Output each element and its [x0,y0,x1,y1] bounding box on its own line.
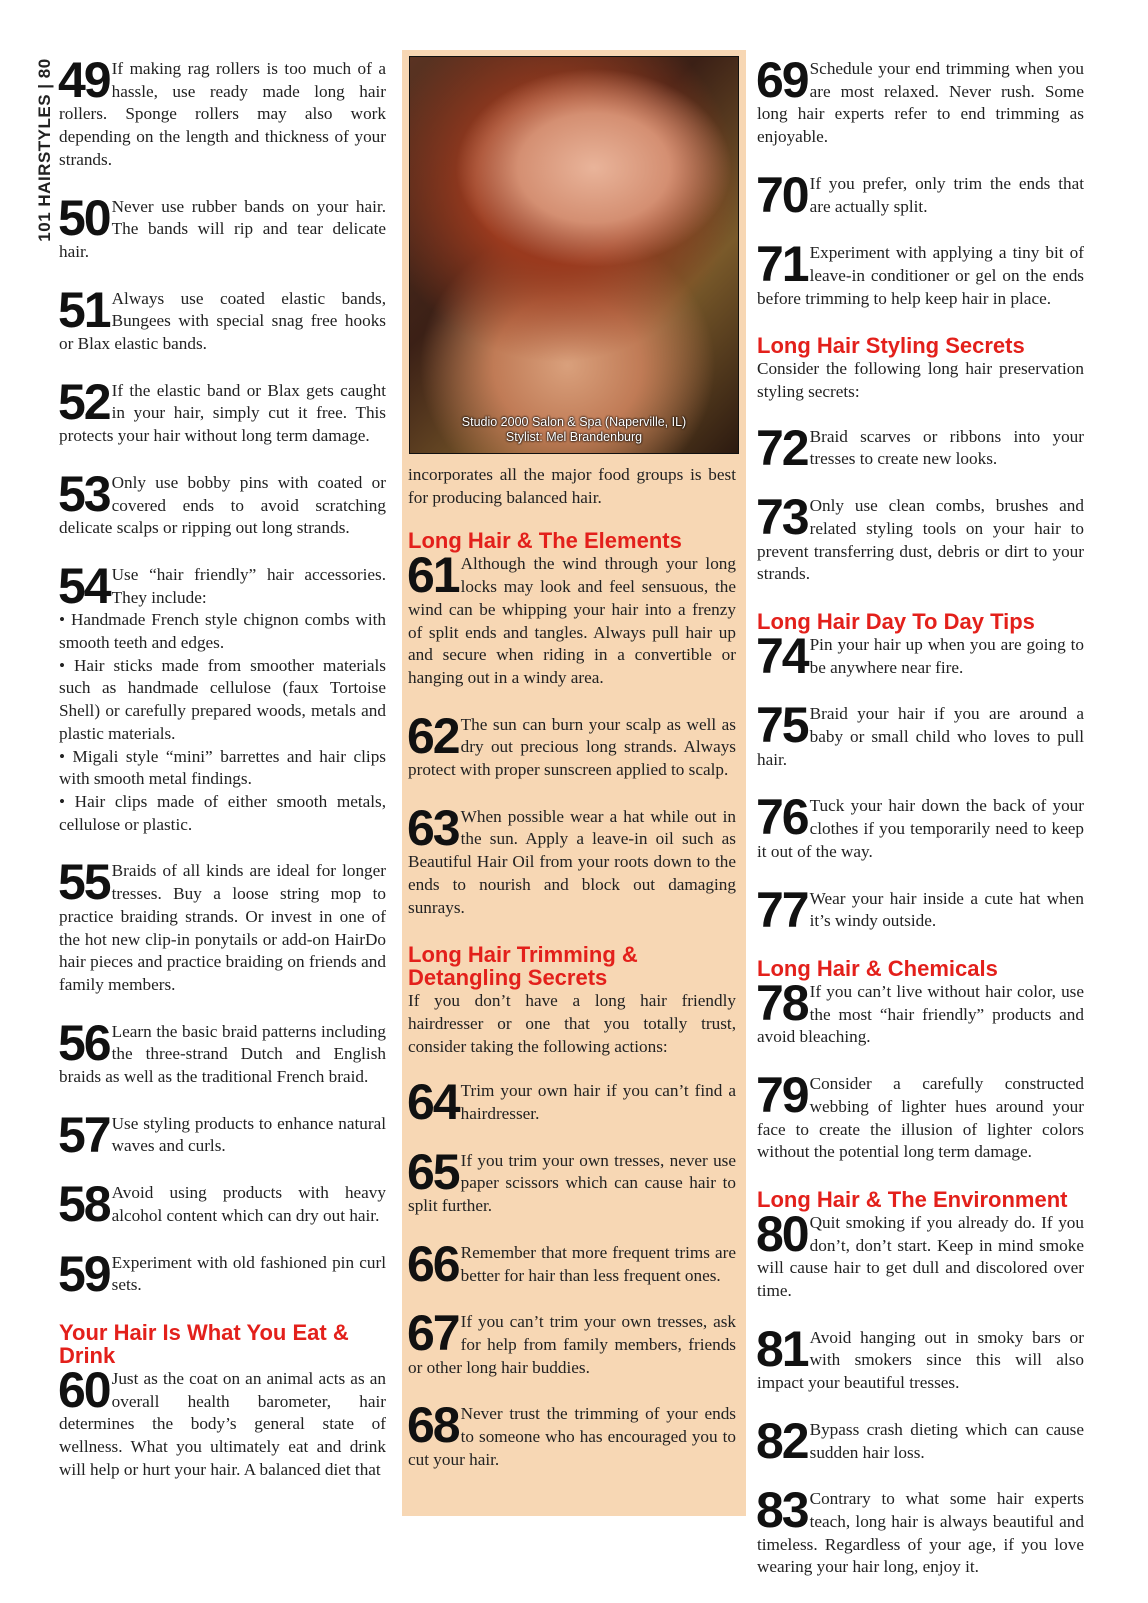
page-spine [30,50,60,250]
tip-74: 74 Pin your hair up when you are going to be anywhere near fire. [756,627,1084,684]
tip-78: 78 If you can’t live without hair color, use the most “hair friendly” products and avoid bleaching. [756,974,1084,1047]
tip-59: 59 Experiment with old fashioned pin curl sets. [58,1245,386,1302]
tip-72: 72 Braid scarves or ribbons into your tresses to create new looks. [756,419,1084,476]
tip-57: 57 Use styling products to enhance natural waves and curls. [58,1106,386,1163]
section-heading-day-to-day: Long Hair Day To Day Tips [757,608,1035,634]
section-heading-trimming: Long Hair Trimming & Detangling Secrets [408,942,638,991]
tip-64: 64 Trim your own hair if you can’t find a hairdresser. [407,1074,736,1131]
bullet-item: • Migali style “mini” barrettes and hair clips with smooth metal findings. [59,746,386,789]
tip-81: 81 Avoid hanging out in smoky bars or with smokers since this will also impact your beautiful tresses. [756,1320,1084,1393]
tip-49: 49 If making rag rollers is too much of a hassle, use ready made long hair rollers. Sponge rollers may also work depending on the length and thickness of your strands. [58,52,386,169]
section-heading-chemicals: Long Hair & Chemicals [757,955,998,981]
section-intro-styling: Consider the following long hair preservation styling secrets: [757,359,1084,402]
column-left [58,52,386,1505]
tip-58: 58 Avoid using products with heavy alcohol content which can dry out hair. [58,1176,386,1233]
tip-62: 62 The sun can burn your scalp as well as dry out precious long strands. Always protect with proper sunscreen applied to scalp. [407,707,736,780]
tip-79: 79 Consider a carefully constructed webbing of lighter hues around your face to create the illusion of lighter colors without the potential long term damage. [756,1067,1084,1162]
tip-68: 68 Never trust the trimming of your ends to someone who has encouraged you to cut your hair. [407,1397,736,1469]
model-photo [409,56,739,454]
section-heading-elements: Long Hair & The Elements [408,528,682,554]
tip-66: 66 Remember that more frequent trims are better for hair than less frequent ones. [407,1235,736,1292]
tip-54: 54 Use “hair friendly” hair accessories. They include: • Handmade French style chignon combs with smooth teeth and edges. • Hair sticks made from smoother materials such as handmade cellulose (faux Tortoise Shell) or carefully prepared woods, metals and plastic materials. • Migali style “mini” barrettes and hair clips with smooth metal findings. • Hair clips made of either smooth metals, cellulose or plastic. [59,564,386,836]
section-heading-environment: Long Hair & The Environment [757,1186,1068,1212]
tip-73: 73 Only use clean combs, brushes and related styling tools on your hair to prevent transferring dust, debris or dirt to your strands. [756,489,1084,584]
column-center [408,464,736,1496]
section-intro-trimming: If you don’t have a long hair friendly hairdresser or one that you totally trust, consider taking the following actions: [408,991,736,1056]
tip-50: 50 Never use rubber bands on your hair. The bands will rip and tear delicate hair. [58,189,386,261]
tips-list [58,52,386,540]
tip-75: 75 Braid your hair if you are around a baby or small child who loves to pull hair. [756,697,1084,769]
tip-61: 61 Although the wind through your long locks may look and feel sensuous, the wind can be whipping your hair into a frenzy of split ends and tangles. Always pull hair up and secure when riding in a convertible or hanging out in a windy area. [407,547,736,687]
tip-71: 71 Experiment with applying a tiny bit of leave-in conditioner or gel on the ends before trimming to help keep hair in place. [756,236,1084,308]
tip-56: 56 Learn the basic braid patterns including the three-strand Dutch and English braids as well as the traditional French braid. [58,1014,386,1087]
tip-83: 83 Contrary to what some hair experts teach, long hair is always beautiful and timeless. Regardless of your age, if you love wearing your hair long, enjoy it. [756,1482,1084,1577]
bullet-item: • Hair clips made of either smooth metals, cellulose or plastic. [59,791,386,834]
bullet-item: • Handmade French style chignon combs with smooth teeth and edges. [59,610,386,653]
tip-51: 51 Always use coated elastic bands, Bungees with special snag free hooks or Blax elastic bands. [58,281,386,354]
tip-80: 80 Quit smoking if you already do. If you don’t, don’t start. Keep in mind smoke will cause hair to get dull and discolored over time. [756,1205,1084,1301]
section-heading-styling: Long Hair Styling Secrets [757,333,1025,359]
tip-70: 70 If you prefer, only trim the ends that are actually split. [756,166,1084,223]
bullet-item: • Hair sticks made from smoother materials such as handmade cellulose (faux Tortoise Shell) or carefully prepared woods, metals and plastic materials. [59,655,386,743]
tip-60: 60 Just as the coat on an animal acts as an overall health barometer, hair determines the body’s general state of wellness. What you ultimately eat and drink will help or hurt your hair. A balanced diet that [58,1361,386,1479]
tip-53: 53 Only use bobby pins with coated or covered ends to avoid scratching delicate scalps or ripping out long strands. [58,465,386,538]
spine-title: 101 HAIRSTYLES | 80 [35,58,54,242]
column-right [756,52,1084,1603]
tip-55: 55 Braids of all kinds are ideal for longer tresses. Buy a loose string mop to practice braiding strands. Or invest in one of the hot new clip-in ponytails or add-on HairDo hair pieces and practice braiding on friends and family members. [58,854,386,994]
photo-caption: Studio 2000 Salon & Spa (Naperville, IL) Stylist: Mel Brandenburg [461,415,687,444]
tip-82: 82 Bypass crash dieting which can cause sudden hair loss. [756,1412,1084,1469]
tip-77: 77 Wear your hair inside a cute hat when it’s windy outside. [756,881,1084,938]
tip-69: 69 Schedule your end trimming when you are most relaxed. Never rush. Some long hair experts refer to end trimming as enjoyable. [756,52,1084,147]
section-heading-eat-drink: Your Hair Is What You Eat & Drink [59,1319,349,1368]
tip-76: 76 Tuck your hair down the back of your clothes if you temporarily need to keep it out of the way. [756,789,1084,861]
tip-65: 65 If you trim your own tresses, never use paper scissors which can cause hair to split further. [407,1143,736,1216]
tip-63: 63 When possible wear a hat while out in the sun. Apply a leave-in oil such as Beautiful Hair Oil from your roots down to the ends to nourish and block out damaging sunrays. [407,799,736,917]
tip-67: 67 If you can’t trim your own tresses, ask for help from family members, friends or other long hair buddies. [407,1305,736,1377]
tip-52: 52 If the elastic band or Blax gets caught in your hair, simply cut it free. This protects your hair without long term damage. [58,373,386,446]
tip-60-continuation: incorporates all the major food groups is best for producing balanced hair. [408,465,736,507]
